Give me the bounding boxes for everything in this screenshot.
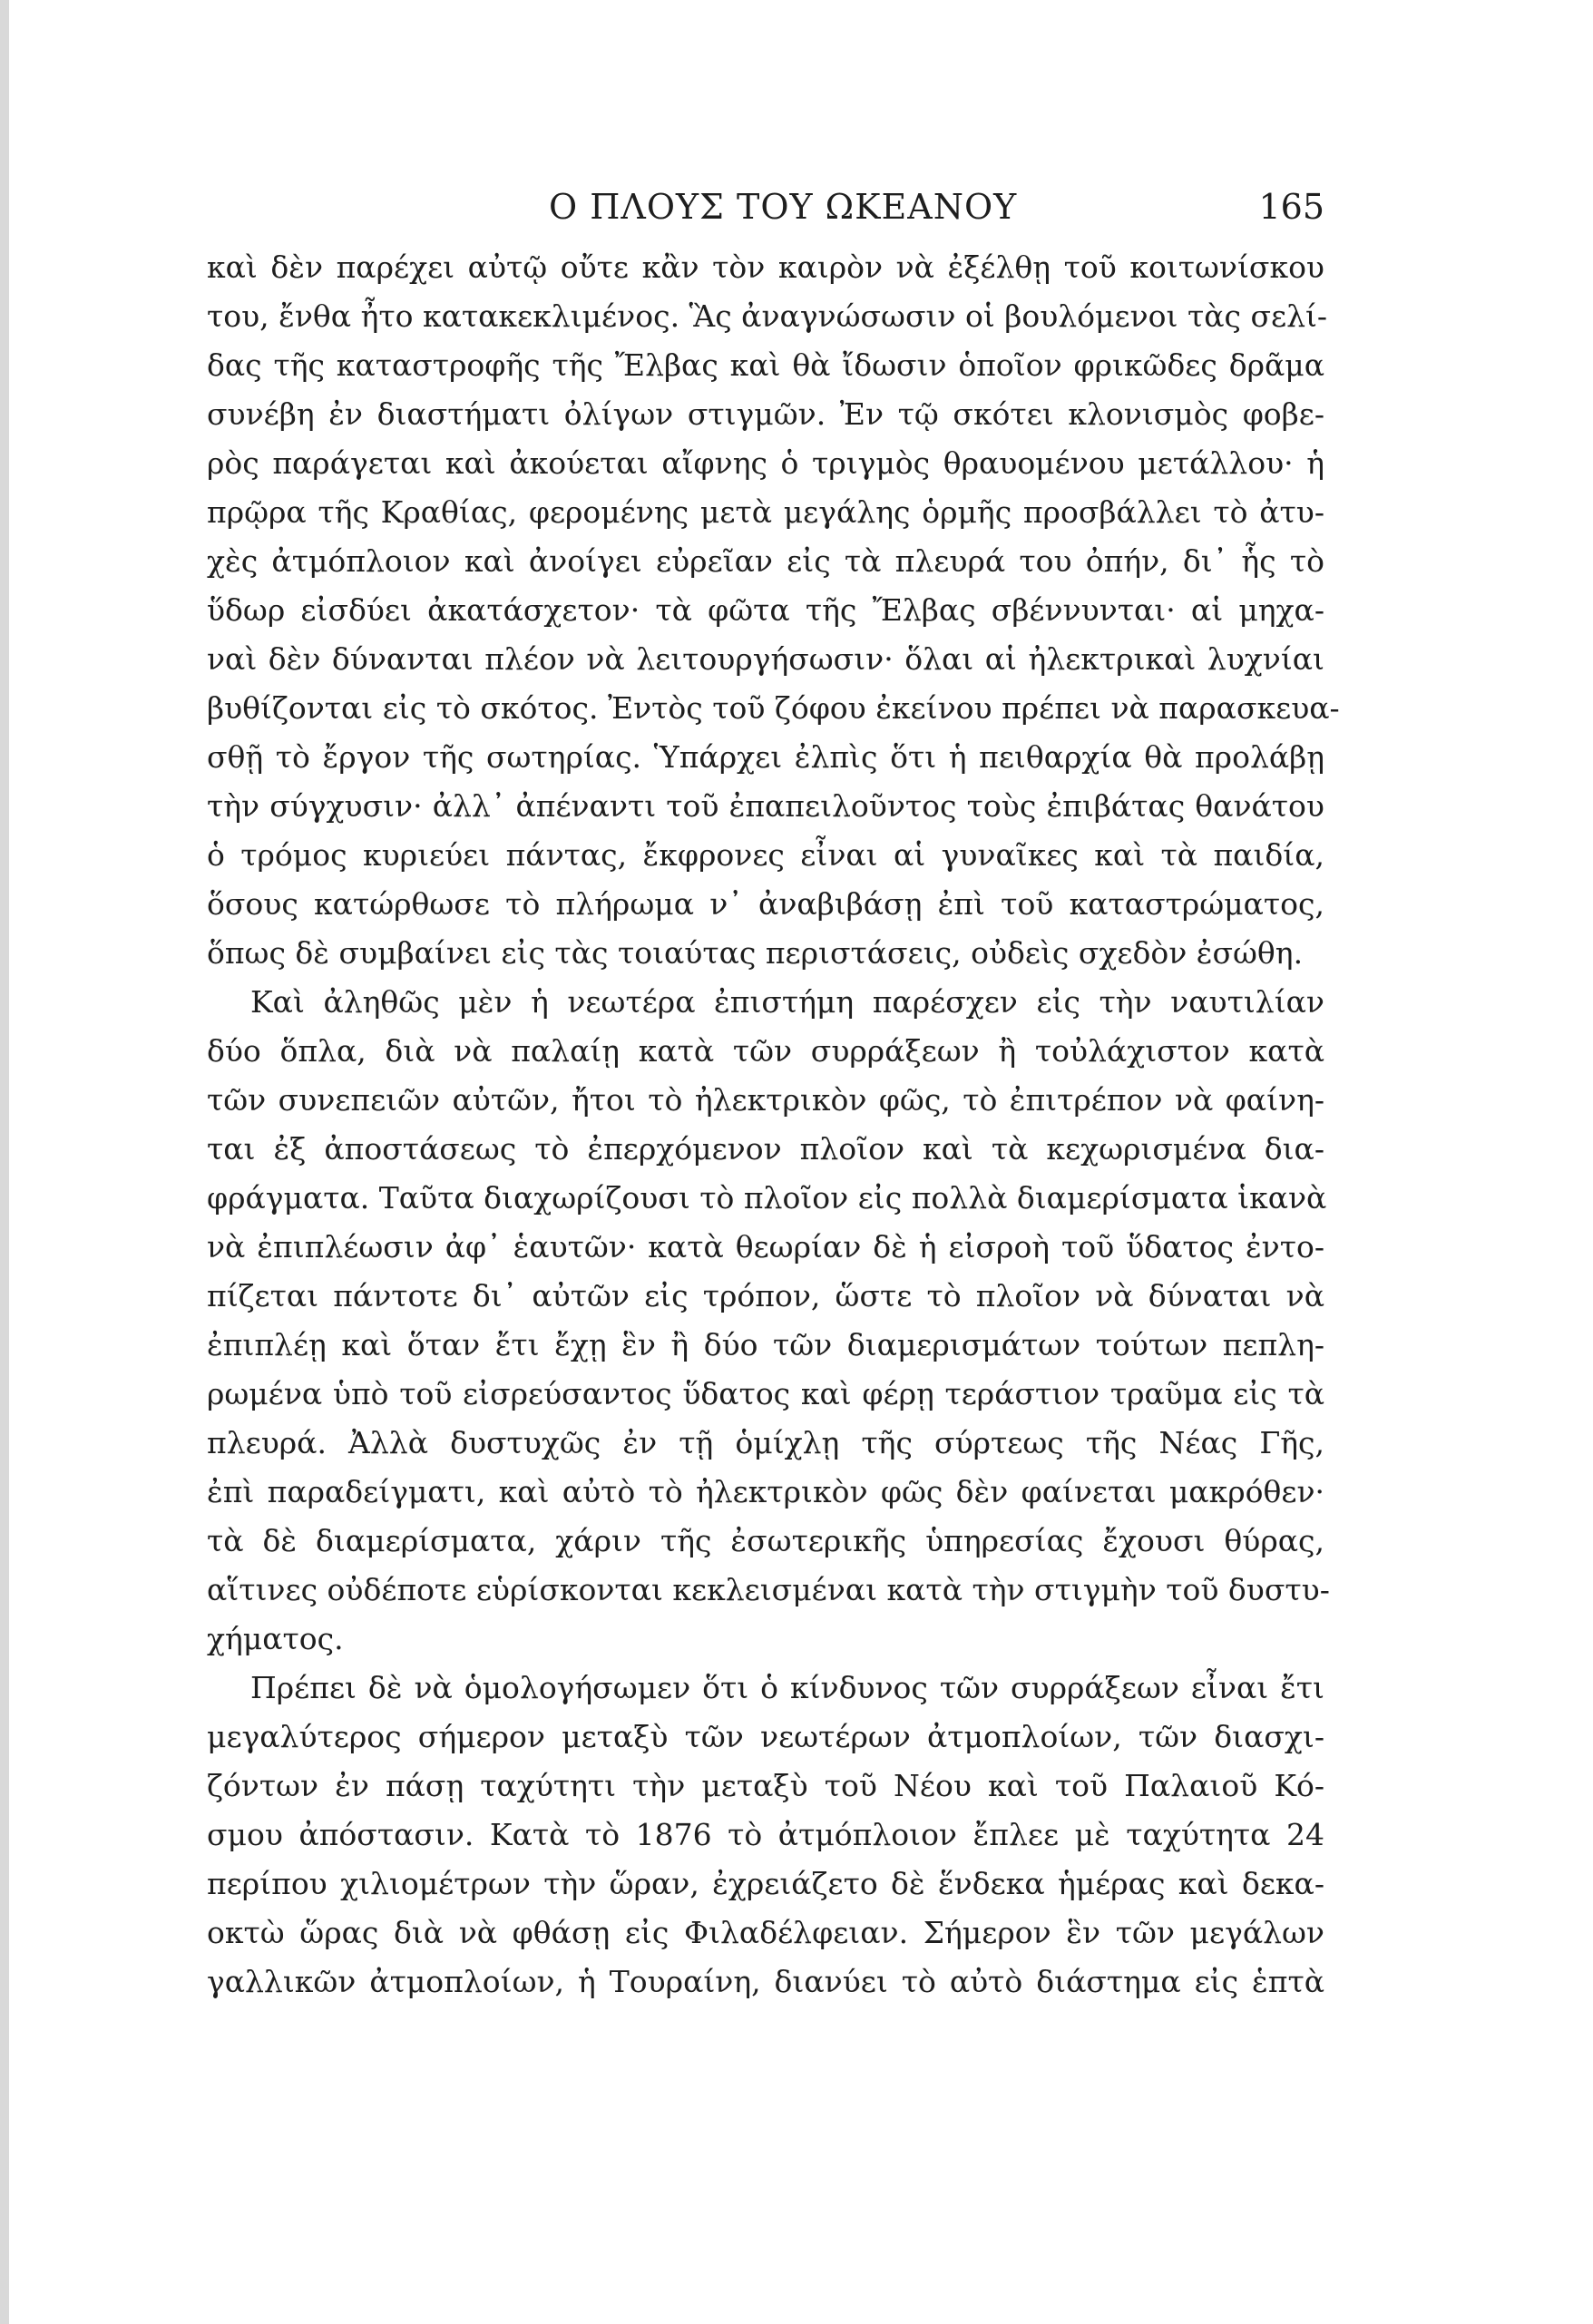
text-line: ὅπως δὲ συμβαίνει εἰς τὰς τοιαύτας περιστάσεις, οὐδεὶς σχεδὸν ἐσώθη. bbox=[207, 935, 1304, 971]
page-edge bbox=[0, 0, 9, 2324]
text-line: ὕδωρ εἰσδύει ἀκατάσχετον· τὰ φῶτα τῆς Ἔλβας σβέννυνται· αἱ μηχα- bbox=[207, 592, 1324, 628]
text-line: χὲς ἀτμόπλοιον καὶ ἀνοίγει εὐρεῖαν εἰς τὰ πλευρά του ὀπήν, δι᾽ ἧς τὸ bbox=[207, 543, 1324, 579]
text-line: σθῇ τὸ ἔργον τῆς σωτηρίας. Ὑπάρχει ἐλπὶς ὅτι ἡ πειθαρχία θὰ προλάβῃ bbox=[207, 739, 1324, 775]
text-line: του, ἔνθα ἦτο κατακεκλιμένος. Ἃς ἀναγνώσωσιν οἱ βουλόμενοι τὰς σελί- bbox=[207, 298, 1328, 334]
running-title: Ο ΠΛΟΥΣ ΤΟΥ ΩΚΕΑΝΟΥ bbox=[549, 187, 1018, 227]
text-line: νὰ ἐπιπλέωσιν ἀφ᾽ ἑαυτῶν· κατὰ θεωρίαν δὲ ἡ εἰσροὴ τοῦ ὕδατος ἐντο- bbox=[207, 1229, 1324, 1265]
text-line: ζόντων ἐν πάσῃ ταχύτητι τὴν μεταξὺ τοῦ Νέου καὶ τοῦ Παλαιοῦ Κό- bbox=[207, 1768, 1324, 1803]
text-line: Καὶ ἀληθῶς μὲν ἡ νεωτέρα ἐπιστήμη παρέσχεν εἰς τὴν ναυτιλίαν bbox=[250, 984, 1324, 1020]
text-line: ναὶ δὲν δύνανται πλέον νὰ λειτουργήσωσιν· ὅλαι αἱ ἠλεκτρικαὶ λυχνίαι bbox=[207, 641, 1324, 677]
text-line: δύο ὅπλα, διὰ νὰ παλαίῃ κατὰ τῶν συρράξεων ἢ τοὐλάχιστον κατὰ bbox=[207, 1033, 1324, 1069]
text-line: ἐπιπλέῃ καὶ ὅταν ἔτι ἔχῃ ἓν ἢ δύο τῶν διαμερισμάτων τούτων πεπλη- bbox=[207, 1327, 1324, 1362]
text-line: ὁ τρόμος κυριεύει πάντας, ἔκφρονες εἶναι αἱ γυναῖκες καὶ τὰ παιδία, bbox=[207, 837, 1324, 873]
text-line: ὅσους κατώρθωσε τὸ πλήρωμα ν᾽ ἀναβιβάσῃ ἐπὶ τοῦ καταστρώματος, bbox=[207, 886, 1324, 922]
text-line: μεγαλύτερος σήμερον μεταξὺ τῶν νεωτέρων ἀτμοπλοίων, τῶν διασχι- bbox=[207, 1719, 1324, 1754]
text-line: σμου ἀπόστασιν. Κατὰ τὸ 1876 τὸ ἀτμόπλοιον ἔπλεε μὲ ταχύτητα 24 bbox=[207, 1817, 1324, 1852]
text-line: ρὸς παράγεται καὶ ἀκούεται αἴφνης ὁ τριγμὸς θραυομένου μετάλλου· ἡ bbox=[207, 445, 1324, 481]
text-line: συνέβη ἐν διαστήματι ὀλίγων στιγμῶν. Ἐν τῷ σκότει κλονισμὸς φοβε- bbox=[207, 396, 1324, 432]
text-line: γαλλικῶν ἀτμοπλοίων, ἡ Τουραίνη, διανύει τὸ αὐτὸ διάστημα εἰς ἑπτὰ bbox=[207, 1964, 1324, 1999]
text-line: καὶ δὲν παρέχει αὐτῷ οὔτε κἂν τὸν καιρὸν νὰ ἐξέλθῃ τοῦ κοιτωνίσκου bbox=[207, 249, 1324, 285]
body-text bbox=[207, 243, 1340, 2007]
page-number: 165 bbox=[1258, 187, 1324, 227]
text-line: πρῷρα τῆς Κραθίας, φερομένης μετὰ μεγάλης ὁρμῆς προσβάλλει τὸ ἀτυ- bbox=[207, 494, 1324, 530]
text-line: ἐπὶ παραδείγματι, καὶ αὐτὸ τὸ ἠλεκτρικὸν φῶς δὲν φαίνεται μακρόθεν· bbox=[207, 1474, 1324, 1509]
text-line: χήματος. bbox=[207, 1621, 344, 1656]
text-line: αἵτινες οὐδέποτε εὑρίσκονται κεκλεισμέναι κατὰ τὴν στιγμὴν τοῦ δυστυ- bbox=[207, 1572, 1330, 1607]
text-line: τῶν συνεπειῶν αὐτῶν, ἤτοι τὸ ἠλεκτρικὸν φῶς, τὸ ἐπιτρέπον νὰ φαίνη- bbox=[207, 1082, 1324, 1118]
running-head bbox=[213, 187, 1324, 234]
text-line: περίπου χιλιομέτρων τὴν ὥραν, ἐχρειάζετο δὲ ἕνδεκα ἡμέρας καὶ δεκα- bbox=[207, 1866, 1324, 1901]
text-line: τὴν σύγχυσιν· ἀλλ᾽ ἀπέναντι τοῦ ἐπαπειλοῦντος τοὺς ἐπιβάτας θανάτου bbox=[207, 788, 1324, 824]
text-line: πλευρά. Ἀλλὰ δυστυχῶς ἐν τῇ ὁμίχλῃ τῆς σύρτεως τῆς Νέας Γῆς, bbox=[207, 1425, 1324, 1460]
text-line: τὰ δὲ διαμερίσματα, χάριν τῆς ἐσωτερικῆς ὑπηρεσίας ἔχουσι θύρας, bbox=[207, 1523, 1324, 1558]
text-line: φράγματα. Ταῦτα διαχωρίζουσι τὸ πλοῖον εἰς πολλὰ διαμερίσματα ἱκανὰ bbox=[207, 1180, 1327, 1216]
text-line: οκτὼ ὥρας διὰ νὰ φθάσῃ εἰς Φιλαδέλφειαν. Σήμερον ἓν τῶν μεγάλων bbox=[207, 1915, 1324, 1950]
text-line: ται ἐξ ἀποστάσεως τὸ ἐπερχόμενον πλοῖον καὶ τὰ κεχωρισμένα δια- bbox=[207, 1131, 1324, 1167]
text-line: ρωμένα ὑπὸ τοῦ εἰσρεύσαντος ὕδατος καὶ φέρῃ τεράστιον τραῦμα εἰς τὰ bbox=[207, 1376, 1324, 1411]
text-line: βυθίζονται εἰς τὸ σκότος. Ἐντὸς τοῦ ζόφου ἐκείνου πρέπει νὰ παρασκευα- bbox=[207, 690, 1340, 726]
text-line: δας τῆς καταστροφῆς τῆς Ἔλβας καὶ θὰ ἴδωσιν ὁποῖον φρικῶδες δρᾶμα bbox=[207, 347, 1324, 383]
text-line: Πρέπει δὲ νὰ ὁμολογήσωμεν ὅτι ὁ κίνδυνος τῶν συρράξεων εἶναι ἔτι bbox=[250, 1670, 1324, 1705]
text-line: πίζεται πάντοτε δι᾽ αὐτῶν εἰς τρόπον, ὥστε τὸ πλοῖον νὰ δύναται νὰ bbox=[207, 1278, 1324, 1313]
